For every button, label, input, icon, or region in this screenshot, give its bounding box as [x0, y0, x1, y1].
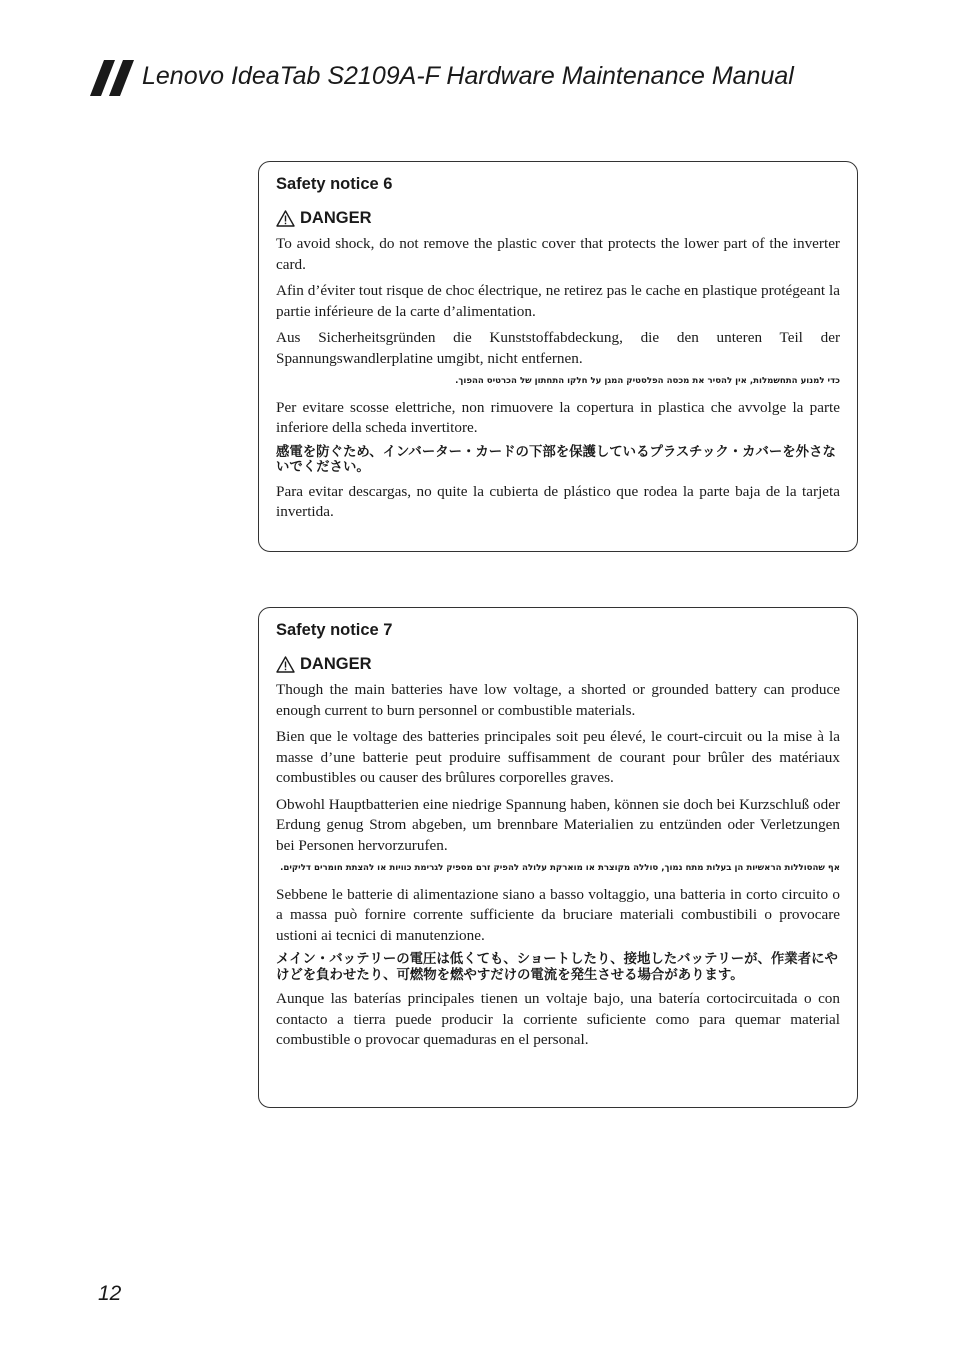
notice-text-en: To avoid shock, do not remove the plastic cover that protects the lower part of the inverter card. — [276, 235, 840, 273]
notice-text-ja: メイン・バッテリーの電圧は低くても、ショートしたり、接地したバッテリーが、作業者にやけどを負わせたり、可燃物を燃やすだけの電流を発生させる場合があります。 — [276, 952, 838, 983]
notice-text-fr: Bien que le voltage des batteries principales soit peu élevé, le court-circuit ou la mise à la masse d’une batterie peut produire suffisamment de courant pour brûler des matériaux combustibles ou causer des brûlures corporelles graves. — [276, 728, 840, 786]
notice-text-ja: 感電を防ぐため、インバーター・カードの下部を保護しているプラスチック・カバーを外さないでください。 — [276, 444, 836, 475]
notice-text-fr: Afin d’éviter tout risque de choc électrique, ne retirez pas le cache en plastique protégeant la partie inférieure de la carte d’alimentation. — [276, 282, 840, 320]
notice-title: Safety notice 7 — [276, 621, 393, 639]
safety-notice-7 — [258, 607, 858, 1108]
notice-text-en: Though the main batteries have low voltage, a shorted or grounded battery can produce enough current to burn personnel or combustible materials. — [276, 681, 840, 719]
danger-label: DANGER — [300, 655, 372, 673]
notice-text-he: כדי למנוע התחשמלות, אין להסיר את מכסה הפלסטיק המגן על חלקו התחתון של הכרטיס ההפוך. — [455, 376, 840, 386]
notice-title: Safety notice 6 — [276, 175, 393, 193]
page-number: 12 — [98, 1282, 122, 1305]
notice-text-es: Aunque las baterías principales tienen un voltaje bajo, una batería cortocircuitada o con contacto a tierra puede producir la corriente suficiente como para quemar material combustible o provocar quemaduras en el personal. — [276, 990, 840, 1048]
danger-heading — [276, 654, 840, 674]
warning-triangle-icon — [276, 656, 295, 673]
danger-label: DANGER — [300, 209, 372, 227]
notice-text-it: Per evitare scosse elettriche, non rimuovere la copertura in plastica che avvolge la parte inferiore della scheda invertitore. — [276, 398, 840, 436]
double-slash-logo-icon — [90, 60, 136, 96]
safety-notice-6 — [258, 161, 858, 552]
warning-triangle-icon — [276, 210, 295, 227]
notice-text-es: Para evitar descargas, no quite la cubierta de plástico que rodea la parte baja de la tarjeta invertida. — [276, 482, 840, 520]
danger-heading — [276, 208, 840, 228]
notice-text-de: Obwohl Hauptbatterien eine niedrige Spannung haben, können sie doch bei Kurzschluß oder Erdung genug Strom abgeben, um brennbare Materialien zu entzünden oder Verletzungen bei Personen hervorzurufen. — [276, 795, 840, 854]
notice-text-it: Sebbene le batterie di alimentazione siano a basso voltaggio, una batteria in corto circuito o a massa può fornire corrente sufficiente da bruciare materiali combustibili o provocare ustioni ai tecnici di manutenzione. — [276, 885, 840, 944]
manual-title: Lenovo IdeaTab S2109A-F Hardware Maintenance Manual — [142, 62, 794, 90]
notice-text-de: Aus Sicherheitsgründen die Kunststoffabdeckung, die den unteren Teil der Spannungswandlerplatine umgibt, nicht entfernen. — [276, 329, 840, 367]
notice-text-he: אף שהסוללות הראשיות הן בעלות מתח נמוך, סוללה מקוצרת או מוארקת עלולה להפיק זרם מספיק לגרימת כוויות או להצתת חומרים דליקים. — [280, 863, 840, 873]
